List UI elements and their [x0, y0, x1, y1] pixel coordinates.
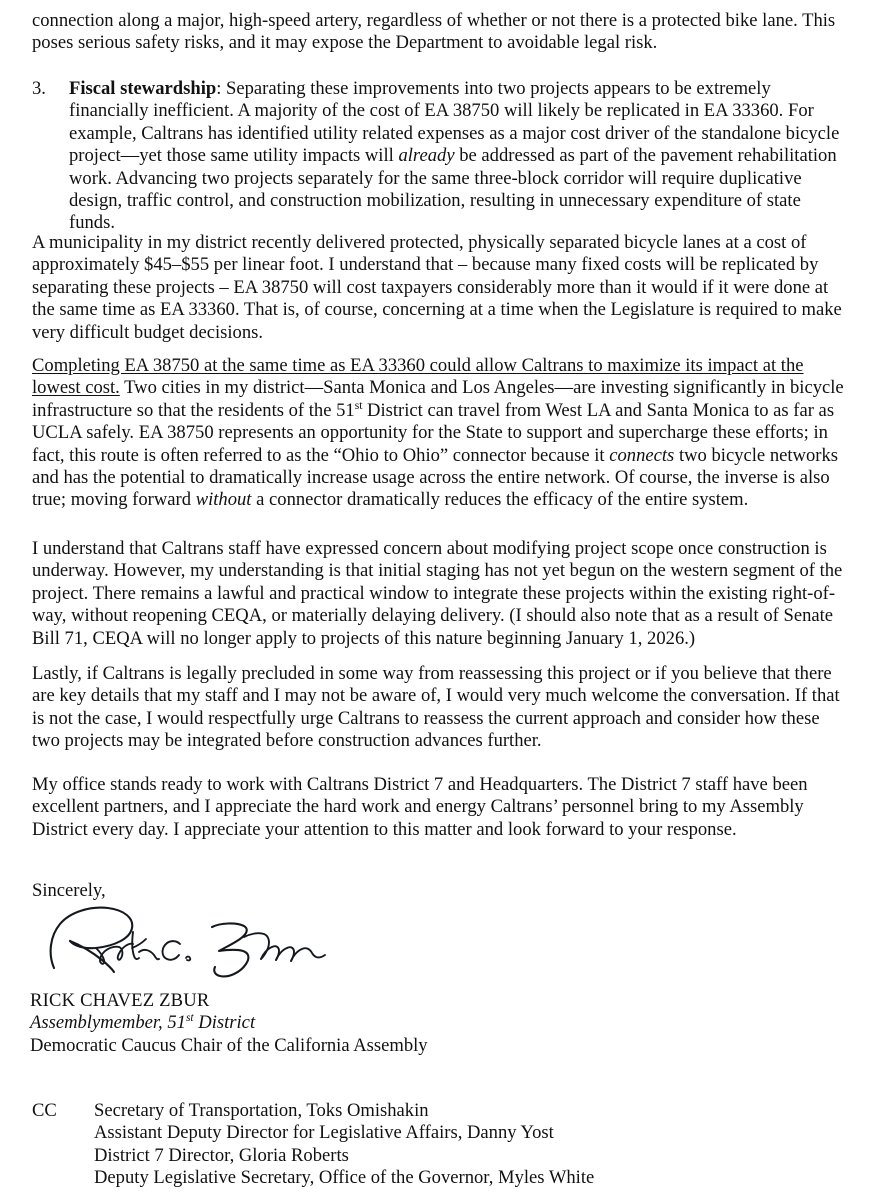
italic-without: without	[195, 489, 252, 511]
closing-salutation: Sincerely,	[32, 880, 106, 901]
paragraph-office-text: My office stands ready to work with Caltrans District 7 and Headquarters. The District 7 staff have been excellent partners, and I appreciate the hard work and energy Caltrans’ personnel bring to my Assembly District every day. I appreciate your attention to this matter and look forward to your response.	[32, 774, 808, 840]
paragraph-ceqa	[32, 538, 850, 650]
list-item-number: 3.	[32, 78, 46, 99]
superscript-st-1: st	[354, 399, 363, 412]
cc-recipient: District 7 Director, Gloria Roberts	[94, 1144, 349, 1166]
continued-line-1: connection along a major, high-speed artery, regardless of whether or not there is a protected bike lane.	[32, 10, 798, 31]
paragraph-ceqa-text: I understand that Caltrans staff have expressed concern about modifying project scope once construction is underway. However, my understanding is that initial staging has not yet begun on the western segment of the project. There remains a lawful and practical window to integrate these projects within the existing right-of-way, without reopening CEQA, or materially delaying delivery. (I should also note that as a result of Senate Bill 71, CEQA will no longer apply to projects of this nature beginning January 1, 2026.)	[32, 538, 843, 649]
continued-paragraph	[32, 10, 850, 55]
list-item-text-a: : Separating these improvements into two projects appears to be extremely financially inefficient. A majority of the cost of EA 38750 will likely be replicated in EA 33360. For example, Caltrans has identified utility related expenses as a major cost driver of the standalone bicycle project—yet those same utility impacts will	[69, 78, 840, 167]
paragraph-office	[32, 774, 850, 841]
cc-row	[32, 1100, 594, 1190]
paragraph-underlined-text	[32, 355, 850, 512]
underlined-para-text-4: a connector dramatically reduces the efficacy of the entire system.	[251, 489, 749, 511]
underlined-sentence: Completing EA 38750 at the same time as EA 33360 could allow Caltrans to maximize its impact at the lowest cost.	[32, 355, 804, 399]
cc-block	[32, 1100, 594, 1190]
signer-name: RICK CHAVEZ ZBUR	[30, 990, 210, 1011]
paragraph-lastly-text: Lastly, if Caltrans is legally precluded in some way from reassessing this project or if you believe that there are key details that my staff and I may not be aware of, I would very much welcome the conversation. If that is not the case, I would respectfully urge Caltrans to reassess the current approach and consider how these two projects may be integrated before construction advances further.	[32, 663, 840, 752]
underlined-para-text-1: Two cities in my district—Santa Monica and Los Angeles—are investing significantly in bicycle infrastructure so that the residents of the 51	[32, 377, 844, 421]
cc-recipient: Secretary of Transportation, Toks Omishakin	[94, 1100, 429, 1121]
underlined-para-text-2: District can travel from West LA and Santa Monica to as far as UCLA safely. EA 38750 represents an opportunity for the State to support and supercharge these efforts; in fact, this route is often referred to as the “Ohio to Ohio” connector because it	[32, 399, 835, 466]
underlined-para-text-3: two bicycle networks and has the potential to dramatically increase usage across the entire network. Of course, the inverse is also true; moving forward	[32, 444, 838, 511]
continued-paragraph-text	[32, 10, 850, 55]
list-item-body	[69, 78, 850, 235]
signer-title-prefix: Assemblymember, 51	[30, 1012, 186, 1034]
continued-line-2: This poses serious safety risks, and it may expose the Department to avoidable legal risk.	[32, 10, 836, 54]
list-item-text-b: be addressed as part of the pavement rehabilitation work. Advancing two projects separately for the same three-block corridor will require duplicative design, traffic control, and construction mobilization, resulting in unnecessary expenditure of state funds.	[69, 145, 837, 234]
numbered-list-item-3	[32, 78, 850, 235]
italic-connects: connects	[609, 444, 675, 466]
cc-recipient-list	[94, 1100, 594, 1190]
cc-recipient: Deputy Legislative Secretary, Office of the Governor, Myles White	[94, 1167, 595, 1189]
cc-label: CC	[32, 1100, 57, 1121]
signer-title	[30, 1012, 428, 1034]
superscript-st-2: st	[185, 1012, 194, 1025]
paragraph-lastly	[32, 663, 850, 753]
paragraph-cost-text: A municipality in my district recently delivered protected, physically separated bicycle lanes at a cost of approximately $45–$55 per linear foot. I understand that – because many fixed costs will be replicated by separating these projects – EA 38750 will cost taxpayers considerably more than it would if it were done at the same time as EA 33360. That is, of course, concerning at a time when the Legislature is required to make very difficult budget decisions.	[32, 232, 842, 343]
signature-image	[40, 896, 340, 981]
signer-role: Democratic Caucus Chair of the California Assembly	[30, 1034, 428, 1056]
cc-recipient: Assistant Deputy Director for Legislative Affairs, Danny Yost	[94, 1122, 554, 1144]
signer-title-suffix: District	[193, 1012, 256, 1034]
signature-name-block	[30, 990, 428, 1057]
list-item-italic-already: already	[398, 145, 455, 167]
paragraph-cost	[32, 232, 850, 344]
paragraph-underlined	[32, 355, 850, 512]
list-item-heading: Fiscal stewardship	[69, 78, 217, 99]
